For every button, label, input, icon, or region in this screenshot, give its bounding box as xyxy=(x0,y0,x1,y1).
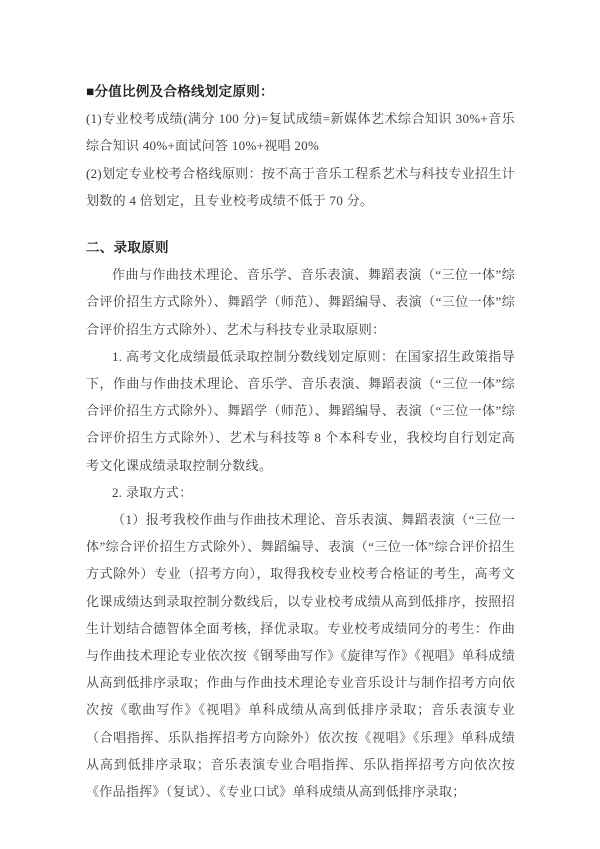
admission-paragraph-method-detail: （1）报考我校作曲与作曲技术理论、音乐表演、舞蹈表演（“三位一体”综合评价招生方式除外）、舞蹈编导、表演（“三位一体”综合评价招生方式除外）专业（招考方向），取得我校专业校考合格证的考生，高考文化课成绩达到录取控制分数线后，以专业校考成绩从高到低排序，按照招生计划结合德智体全面考核，择优录取。专业校考成绩同分的考生：作曲与作曲技术理论专业依次按《钢琴曲写作》《旋律写作》《视唱》单科成绩从高到低排序录取；作曲与作曲技术理论专业音乐设计与制作招考方向依次按《歌曲写作》《视唱》单科成绩从高到低排序录取；音乐表演专业（合唱指挥、乐队指挥招考方向除外）依次按《视唱》《乐理》单科成绩从高到低排序录取；音乐表演专业合唱指挥、乐队指挥招考方向依次按《作品指挥》（复试）、《专业口试》单科成绩从高到低排序录取； xyxy=(86,512,515,800)
admission-paragraph-method-heading: 2. 录取方式： xyxy=(112,484,193,500)
score-rule-paragraph-1: (1)专业校考成绩(满分 100 分)=复试成绩=新媒体艺术综合知识 30%+音乐综合知识 40%+面试问答 10%+视唱 20% xyxy=(86,111,515,154)
score-rule-paragraph-2: (2)划定专业校考合格线原则：按不高于音乐工程系艺术与科技专业招生计划数的 4 倍划定，且专业校考成绩不低于 70 分。 xyxy=(86,165,515,208)
admission-paragraph-majors-list: 作曲与作曲技术理论、音乐学、音乐表演、舞蹈表演（“三位一体”综合评价招生方式除外）、舞蹈学（师范）、舞蹈编导、表演（“三位一体”综合评价招生方式除外）、艺术与科技专业录取原则： xyxy=(86,267,515,337)
section-score-ratio-rules xyxy=(86,78,515,214)
admission-principles-heading: 二、录取原则 xyxy=(86,240,169,256)
score-rules-heading: ■分值比例及合格线划定原则： xyxy=(86,84,274,99)
section-admission-principles xyxy=(86,234,515,805)
admission-paragraph-score-line-rule: 1. 高考文化成绩最低录取控制分数线划定原则：在国家招生政策指导下，作曲与作曲技术理论、音乐学、音乐表演、舞蹈表演（“三位一体”综合评价招生方式除外）、舞蹈学（师范）、舞蹈编导、表演（“三位一体”综合评价招生方式除外）、艺术与科技等 8 个本科专业，我校均自行划定高考文化课成绩录取控制分数线。 xyxy=(86,348,515,473)
